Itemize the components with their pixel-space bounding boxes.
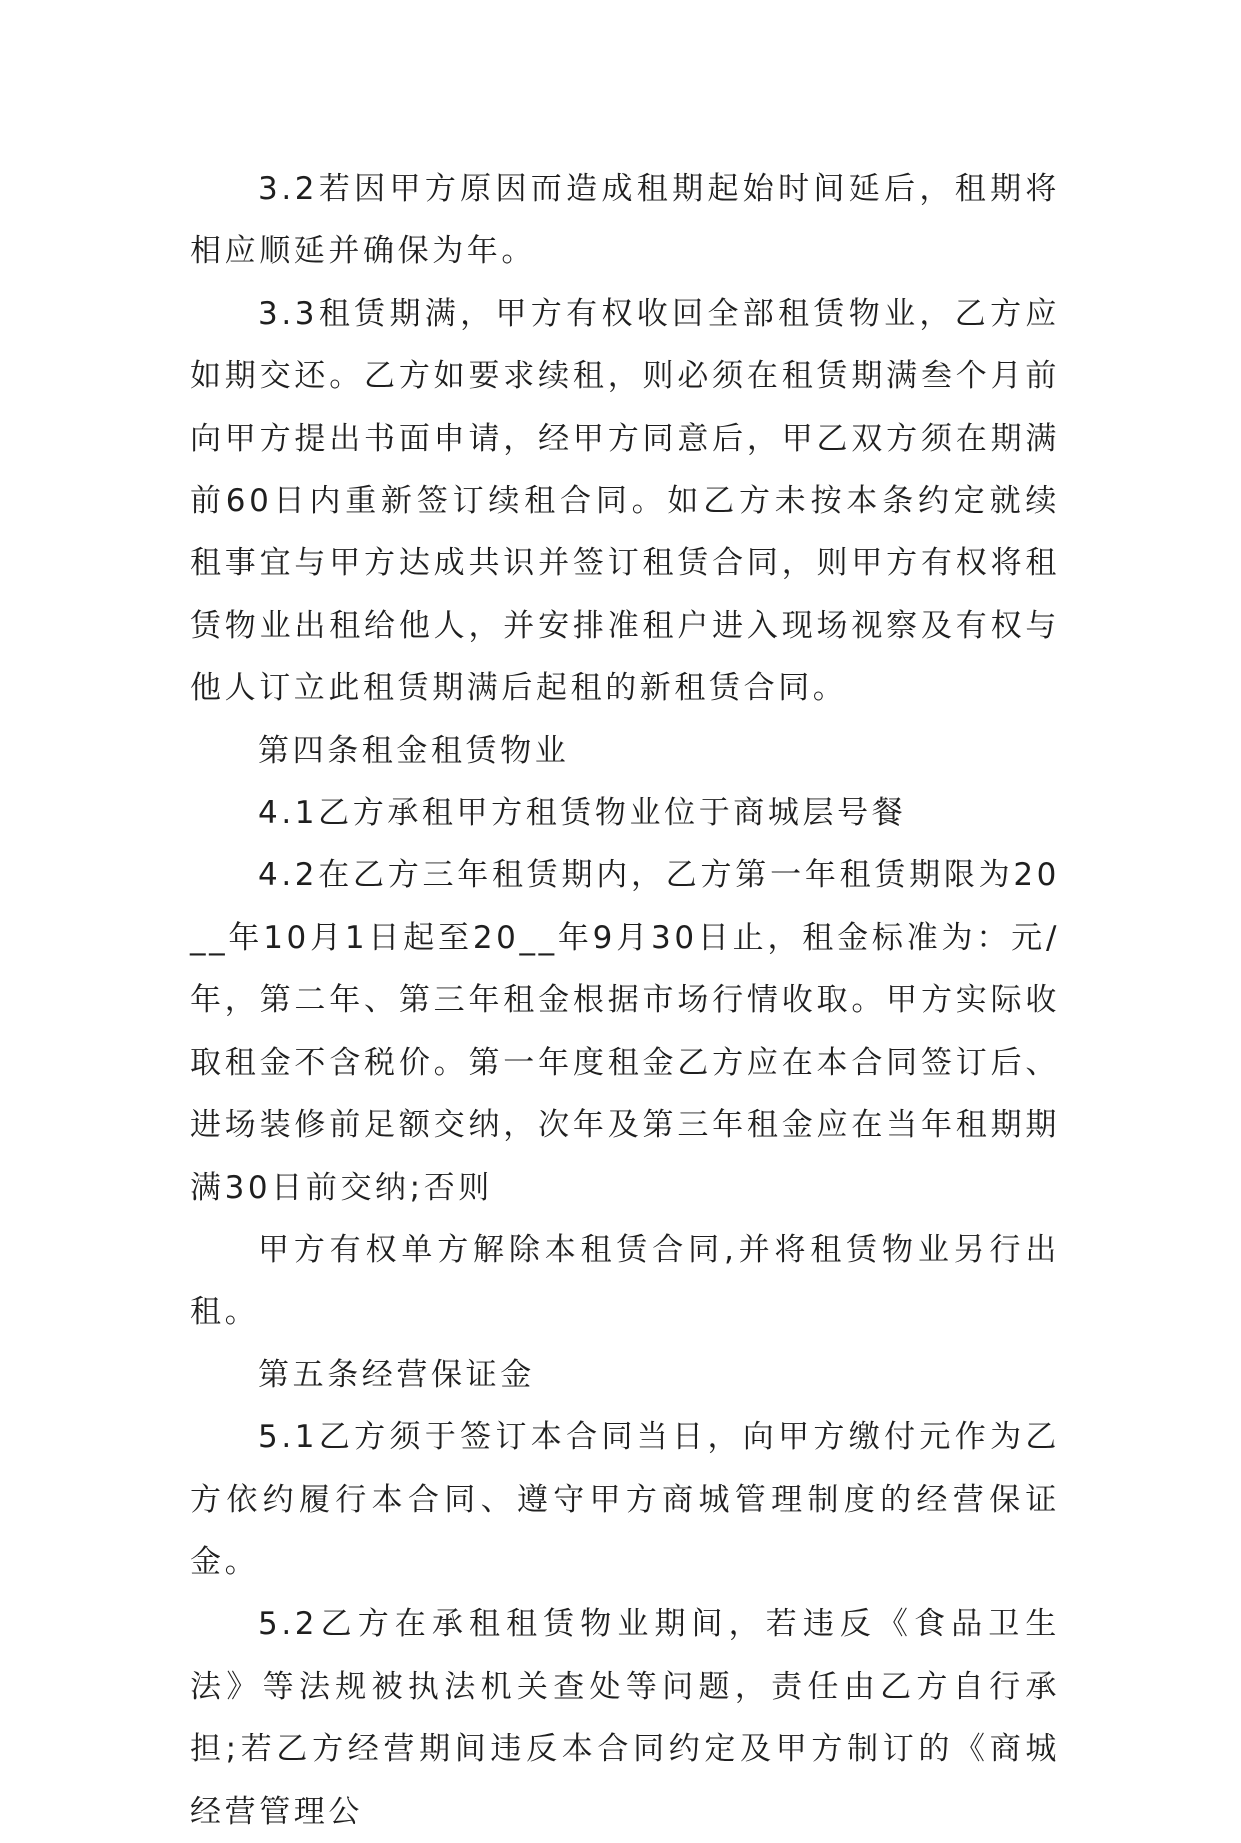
clause-3-2: 3.2若因甲方原因而造成租期起始时间延后，租期将相应顺延并确保为年。 xyxy=(190,171,1060,270)
clause-3-3: 3.3租赁期满，甲方有权收回全部租赁物业，乙方应如期交还。乙方如要求续租，则必须在租赁期满叁个月前向甲方提出书面申请，经甲方同意后，甲乙双方须在期满前60日内重新签订续租合同。如乙方未按本条约定就续租事宜与甲方达成共识并签订租赁合同，则甲方有权将租赁物业出租给他人，并安排准租户进入现场视察及有权与他人订立此租赁期满后起租的新租赁合同。 xyxy=(190,295,1060,707)
article-5-heading: 第五条经营保证金 xyxy=(258,1356,535,1393)
clause-4-2: 4.2在乙方三年租赁期内，乙方第一年租赁期限为20__年10月1日起至20__年9月30日止，租金标准为：元/年，第二年、第三年租金根据市场行情收取。甲方实际收取租金不含税价。第一年度租金乙方应在本合同签订后、进场装修前足额交纳，次年及第三年租金应在当年租期期满30日前交纳;否则 xyxy=(190,857,1060,1206)
document-body xyxy=(190,158,1060,1843)
clause-5-1: 5.1乙方须于签订本合同当日，向甲方缴付元作为乙方依约履行本合同、遵守甲方商城管理制度的经营保证金。 xyxy=(190,1419,1060,1580)
clause-4-1: 4.1乙方承租甲方租赁物业位于商城层号餐 xyxy=(258,795,907,832)
article-4-heading: 第四条租金租赁物业 xyxy=(258,732,570,769)
clause-4-2-continued: 甲方有权单方解除本租赁合同,并将租赁物业另行出租。 xyxy=(190,1231,1060,1331)
clause-5-2: 5.2乙方在承租租赁物业期间，若违反《食品卫生法》等法规被执法机关查处等问题，责任由乙方自行承担;若乙方经营期间违反本合同约定及甲方制订的《商城经营管理公 xyxy=(190,1606,1060,1830)
